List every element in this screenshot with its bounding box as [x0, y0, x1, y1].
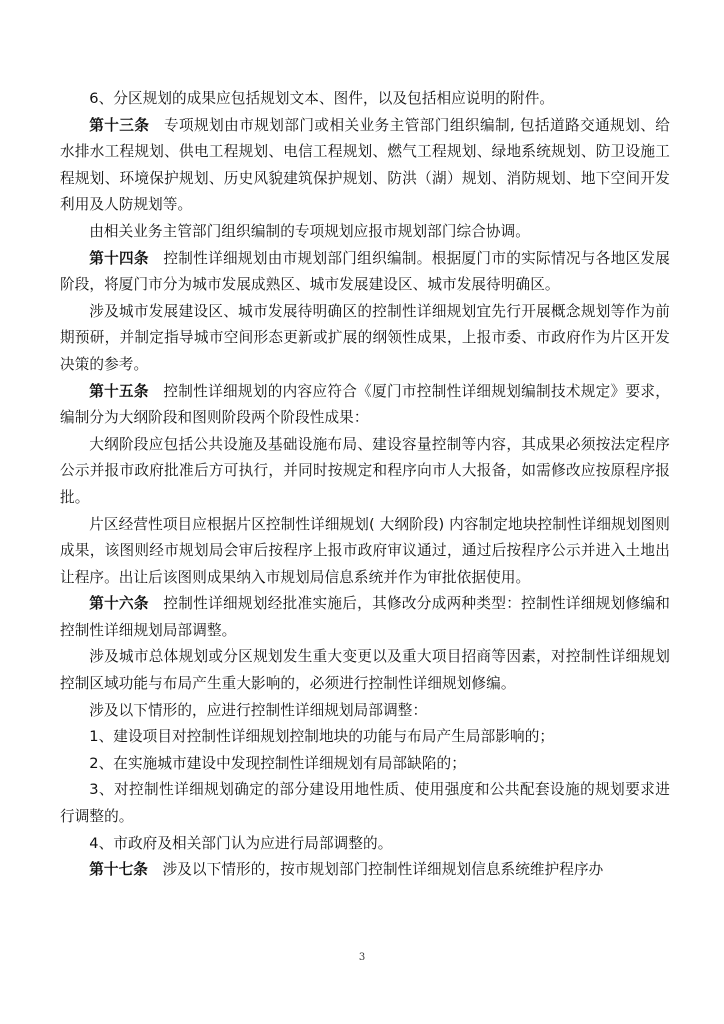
paragraph-text: 涉及城市总体规划或分区规划发生重大变更以及重大项目招商等因素，对控制性详细规划控制区域功能与布局产生重大影响的，必须进行控制性详细规划修编。: [60, 648, 670, 693]
document-body: [60, 86, 670, 884]
paragraph: [60, 432, 670, 512]
paragraph-text: 6、分区规划的成果应包括规划文本、图件，以及包括相应说明的附件。: [89, 90, 555, 107]
list-item: [60, 831, 670, 858]
article-label: 第十五条: [89, 382, 149, 400]
article-label: 第十三条: [89, 116, 150, 134]
page-number: 3: [358, 952, 366, 963]
paragraph-text: 大纲阶段应包括公共设施及基础设施布局、建设容量控制等内容，其成果必须按法定程序公示并报市政府批准后方可执行，并同时按规定和程序向市人大报备，如需修改应按原程序报批。: [60, 435, 670, 506]
paragraph-text: 1、建设项目对控制性详细规划控制地块的功能与布局产生局部影响的；: [89, 728, 555, 746]
article-17: [60, 857, 670, 884]
paragraph-text: 涉及以下情形的，应进行控制性详细规划局部调整：: [89, 701, 428, 719]
paragraph: [60, 219, 670, 246]
list-item: [60, 724, 670, 751]
paragraph: [60, 644, 670, 697]
list-item: [60, 751, 670, 778]
article-label: 第十六条: [89, 595, 149, 613]
paragraph-text: 涉及城市发展建设区、城市发展待明确区的控制性详细规划宜先行开展概念规划等作为前期预研，并制定指导城市空间形态更新或扩展的纲领性成果，上报市委、市政府作为片区开发决策的参考。: [60, 302, 670, 373]
paragraph: [60, 698, 670, 725]
article-15: [60, 379, 670, 432]
paragraph-text: 片区经营性项目应根据片区控制性详细规划( 大纲阶段) 内容制定地块控制性详细规划图则成果，该图则经市规划局会审后按程序上报市政府审议通过，通过后按程序公示并进入土地出让程序。出让后该图则成果纳入市规划局信息系统并作为审批依据使用。: [60, 515, 670, 586]
list-item: [60, 777, 670, 830]
paragraph-text: 由相关业务主管部门组织编制的专项规划应报市规划部门综合协调。: [89, 222, 531, 240]
article-14: [60, 246, 670, 299]
paragraph-text: 控制性详细规划经批准实施后，其修改分成两种类型：控制性详细规划修编和控制性详细规划局部调整。: [60, 595, 670, 639]
article-label: 第十七条: [89, 861, 148, 879]
paragraph-text: 4、市政府及相关部门认为应进行局部调整的。: [89, 834, 393, 852]
paragraph: [60, 299, 670, 379]
paragraph-text: 2、在实施城市建设中发现控制性详细规划有局部缺陷的；: [89, 754, 466, 772]
paragraph: [60, 512, 670, 592]
article-13: [60, 113, 670, 219]
paragraph-text: 涉及以下情形的，按市规划部门控制性详细规划信息系统维护程序办: [162, 861, 604, 879]
paragraph-text: 控制性详细规划由市规划部门组织编制。根据厦门市的实际情况与各地区发展阶段，将厦门市分为城市发展成熟区、城市发展建设区、城市发展待明确区。: [60, 249, 670, 294]
article-16: [60, 591, 670, 644]
article-label: 第十四条: [89, 249, 149, 267]
paragraph-text: 专项规划由市规划部门或相关业务主管部门组织编制, 包括道路交通规划、给水排水工程规划、供电工程规划、电信工程规划、燃气工程规划、绿地系统规划、防卫设施工程规划、环境保护规划、历史风貌建筑保护规划、防洪（湖）规划、消防规划、地下空间开发利用及人防规划等。: [60, 116, 670, 214]
paragraph: [60, 86, 670, 113]
paragraph-text: 控制性详细规划的内容应符合《厦门市控制性详细规划编制技术规定》要求，编制分为大纲阶段和图则阶段两个阶段性成果：: [60, 382, 670, 427]
paragraph-text: 3、对控制性详细规划确定的部分建设用地性质、使用强度和公共配套设施的规划要求进行调整的。: [60, 781, 670, 826]
